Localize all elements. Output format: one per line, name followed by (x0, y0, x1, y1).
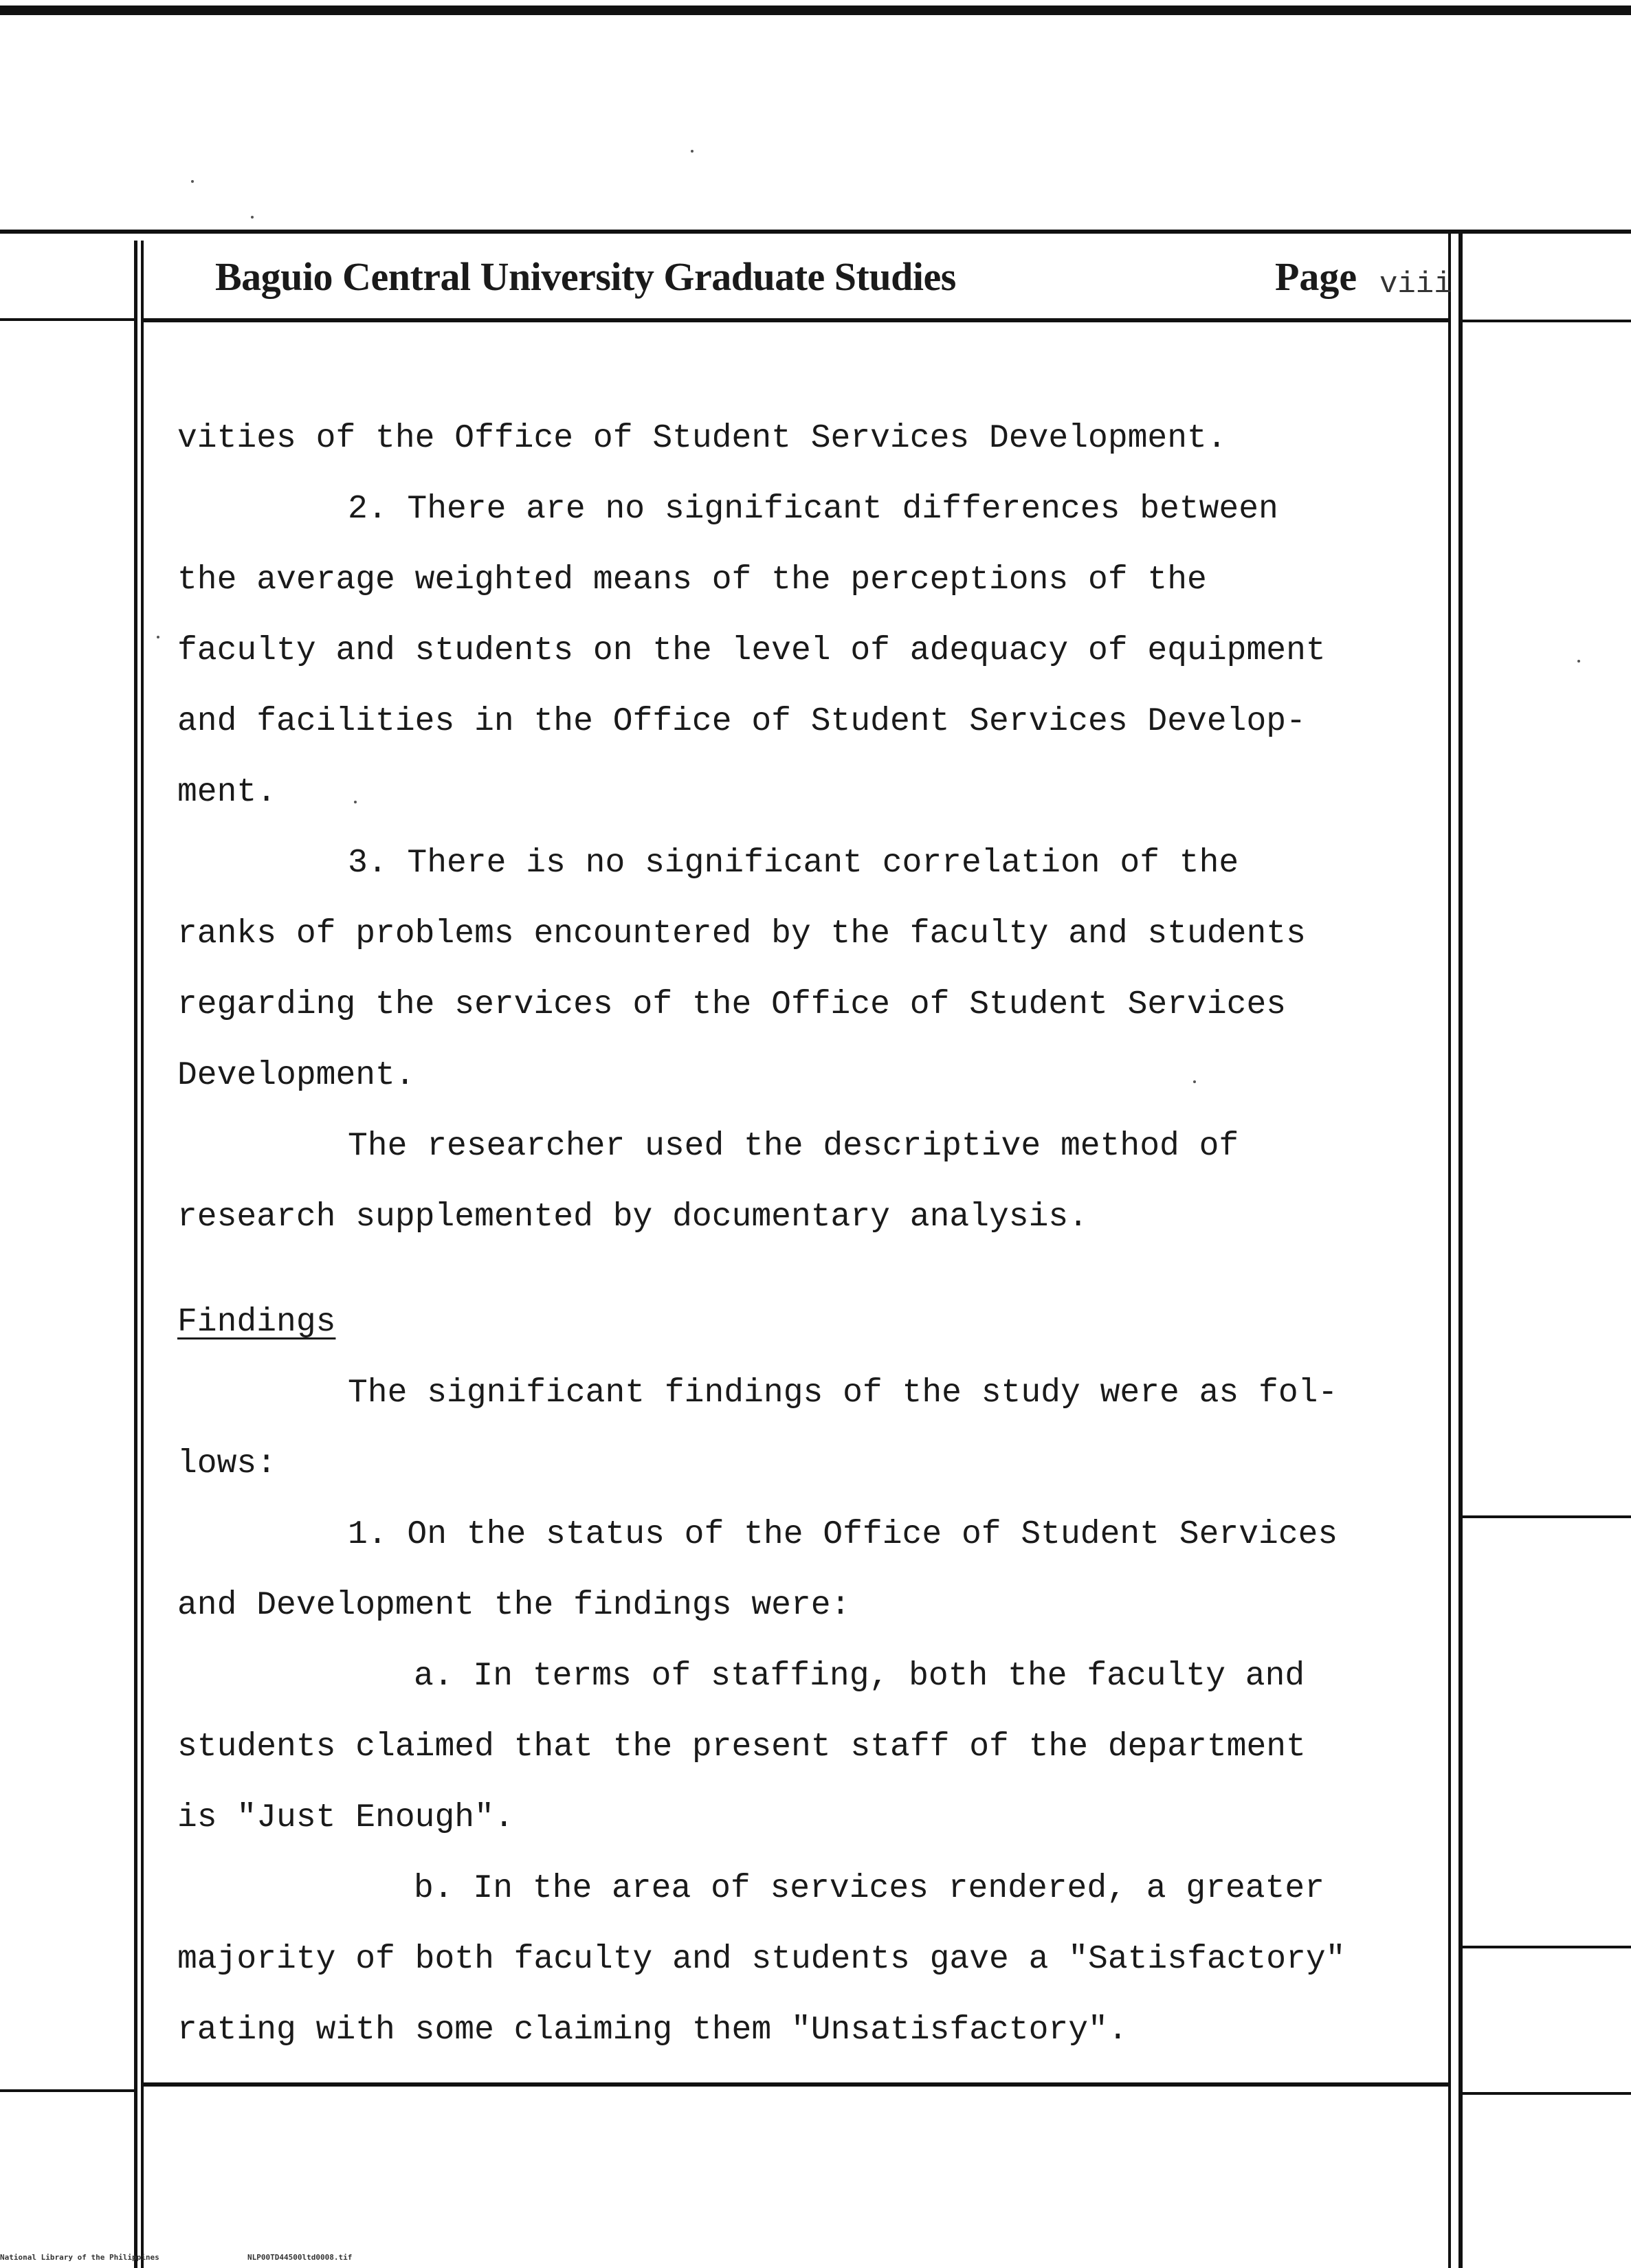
text-line: is "Just Enough". (177, 1799, 514, 1836)
right-margin-rule-1 (1463, 1515, 1631, 1518)
right-frame-line-outer (1458, 234, 1463, 2268)
page-number: viii (1379, 267, 1452, 302)
scan-speck (691, 150, 694, 153)
footer-rule-left (0, 2089, 134, 2092)
left-frame-line (134, 241, 137, 2268)
header-bottom-rule-left (0, 318, 134, 321)
header-bottom-rule (141, 318, 1450, 322)
scan-speck (251, 216, 254, 219)
section-gap (177, 1253, 1445, 1287)
text-line: regarding the services of the Office of Student Services (177, 986, 1287, 1023)
text-line: 3. There is no significant correlation of the (348, 845, 1239, 882)
header-bottom-rule-right (1458, 320, 1631, 322)
text-line: Development. (177, 1057, 415, 1094)
findings-heading-line (177, 1287, 1445, 1358)
right-frame-line (1448, 234, 1451, 2268)
text-line: rating with some claiming them "Unsatisfactory". (177, 2012, 1128, 2049)
document-body (177, 403, 1445, 2066)
scan-speck (1577, 660, 1580, 663)
text-line: a. In terms of staffing, both the faculty and (414, 1658, 1305, 1695)
text-line: vities of the Office of Student Services Development. (177, 420, 1227, 457)
top-border (0, 5, 1631, 15)
findings-heading: Findings (177, 1304, 336, 1341)
library-stamp: National Library of the Philippines (0, 2253, 159, 2262)
page-label: Page (1275, 254, 1357, 299)
text-line: 1. On the status of the Office of Student Services (348, 1516, 1338, 1553)
scan-speck (157, 636, 159, 638)
text-line: the average weighted means of the perceptions of the (177, 562, 1207, 599)
file-stamp: NLP00TD44500ltd0008.tif (247, 2253, 353, 2262)
right-margin-rule-2 (1463, 1946, 1631, 1948)
text-line: The significant findings of the study were as fol- (348, 1375, 1338, 1412)
text-line: The researcher used the descriptive method of (348, 1128, 1239, 1165)
footer-rule (144, 2082, 1448, 2087)
header-top-rule (0, 230, 1631, 234)
scan-speck (191, 180, 194, 183)
text-line: b. In the area of services rendered, a greater (414, 1870, 1325, 1907)
text-line: majority of both faculty and students gave a "Satisfactory" (177, 1941, 1346, 1978)
text-line: lows: (177, 1445, 277, 1482)
text-line: 2. There are no significant differences between (348, 491, 1278, 528)
left-frame-line-inner (141, 241, 144, 2268)
text-line: and facilities in the Office of Student Services Develop- (177, 703, 1306, 740)
text-line: research supplemented by documentary analysis. (177, 1199, 1089, 1236)
footer-rule-right (1463, 2092, 1631, 2095)
text-line: ranks of problems encountered by the faculty and students (177, 915, 1306, 953)
text-line: ment. (177, 774, 277, 811)
text-line: students claimed that the present staff of the department (177, 1728, 1306, 1766)
page-header-title: Baguio Central University Graduate Studies (215, 254, 956, 299)
text-line: and Development the findings were: (177, 1587, 851, 1624)
text-line: faculty and students on the level of adequacy of equipment (177, 632, 1326, 669)
